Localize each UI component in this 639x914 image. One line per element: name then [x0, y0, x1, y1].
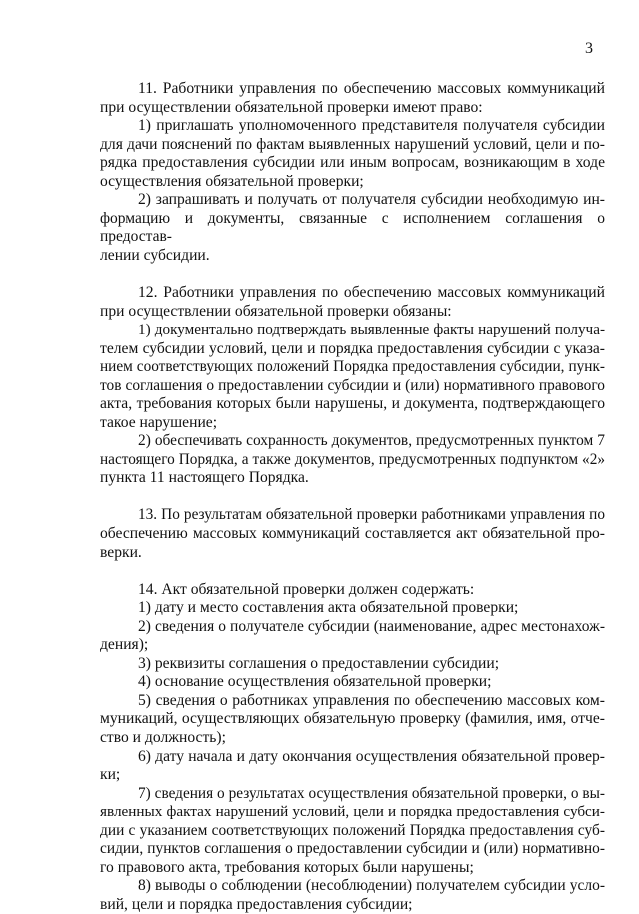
text-line: тов соглашения о предоставлении субсидии и (или) нормативного правового	[100, 376, 605, 394]
text-line: верки.	[100, 543, 142, 561]
text-line: 14. Акт обязательной проверки должен содержать:	[138, 580, 475, 598]
text-line: такое нарушение;	[100, 413, 218, 431]
text-line: ство и должность);	[100, 729, 226, 746]
text-line: дии с указанием соответствующих положений Порядка предоставления суб-	[100, 821, 605, 839]
document-body	[100, 80, 605, 914]
page-number: 3	[585, 40, 593, 57]
text-line: 12. Работники управления по обеспечению массовых коммуникаций	[138, 283, 605, 301]
text-line: 7) сведения о результатах осуществления обязательной проверки, о вы-	[138, 784, 605, 802]
text-line: явленных фактах нарушений условий, цели и порядка предоставления субси-	[100, 803, 605, 821]
text-line: 2) сведения о получателе субсидии (наименование, адрес местонахож-	[138, 617, 605, 635]
text-line: нием соответствующих положений Порядка предоставления субсидии, пунк-	[100, 358, 605, 376]
text-line: 13. По результатам обязательной проверки работниками управления по	[138, 506, 605, 524]
text-line: телем субсидии условий, цели и порядка предоставления субсидии с указа-	[100, 339, 605, 357]
text-line: вий, цели и порядка предоставления субсидии;	[100, 895, 413, 913]
text-line: сидии, пунктов соглашения о предоставлении субсидии и (или) нормативно-	[100, 840, 605, 858]
text-line: при осуществлении обязательной проверки обязаны:	[100, 302, 452, 320]
text-line: при осуществлении обязательной проверки имеют право:	[100, 98, 483, 116]
text-line: настоящего Порядка, а также документов, предусмотренных подпунктом «2»	[100, 450, 605, 468]
text-line: 3) реквизиты соглашения о предоставлении субсидии;	[138, 654, 500, 672]
text-line: для дачи пояснений по фактам выявленных нарушений условий, цели и по-	[100, 135, 605, 153]
text-line: 8) выводы о соблюдении (несоблюдении) получателем субсидии усло-	[138, 877, 605, 895]
text-line: го правового акта, требования которых были нарушены;	[100, 858, 474, 876]
text-line: ки;	[100, 766, 121, 784]
text-line: 11. Работники управления по обеспечению массовых коммуникаций	[138, 80, 605, 97]
text-line: 1) приглашать уполномоченного представителя получателя субсидии	[138, 117, 605, 135]
paragraph-gap	[100, 265, 605, 284]
text-line: 2) запрашивать и получать от получателя субсидии необходимую ин-	[138, 191, 605, 209]
paragraph-gap	[100, 562, 605, 581]
text-line: 6) дату начала и дату окончания осуществления обязательной провер-	[138, 747, 605, 765]
paragraph-gap	[100, 488, 605, 507]
text-line: акта, требования которых были нарушены, и документа, подтверждающего	[100, 395, 605, 413]
text-line: лении субсидии.	[100, 246, 210, 264]
text-line: муникаций, осуществляющих обязательную проверку (фамилия, имя, отче-	[100, 710, 605, 728]
text-line: дения);	[100, 636, 149, 654]
text-line: 1) документально подтверждать выявленные факты нарушений получа-	[138, 321, 605, 339]
text-line: 2) обеспечивать сохранность документов, предусмотренных пунктом 7	[138, 432, 605, 450]
text-line: формацию и документы, связанные с исполнением соглашения о предостав-	[100, 209, 605, 246]
text-line: 1) дату и место составления акта обязательной проверки;	[138, 599, 519, 617]
text-line: пункта 11 настоящего Порядка.	[100, 469, 309, 487]
text-line: 5) сведения о работниках управления по обеспечению массовых ком-	[138, 691, 605, 709]
text-line: обеспечению массовых коммуникаций составляется акт обязательной про-	[100, 525, 605, 543]
text-line: рядка предоставления субсидии или иным вопросам, возникающим в ходе	[100, 154, 605, 172]
text-line: осуществления обязательной проверки;	[100, 172, 364, 190]
text-line: 4) основание осуществления обязательной проверки;	[138, 673, 492, 691]
